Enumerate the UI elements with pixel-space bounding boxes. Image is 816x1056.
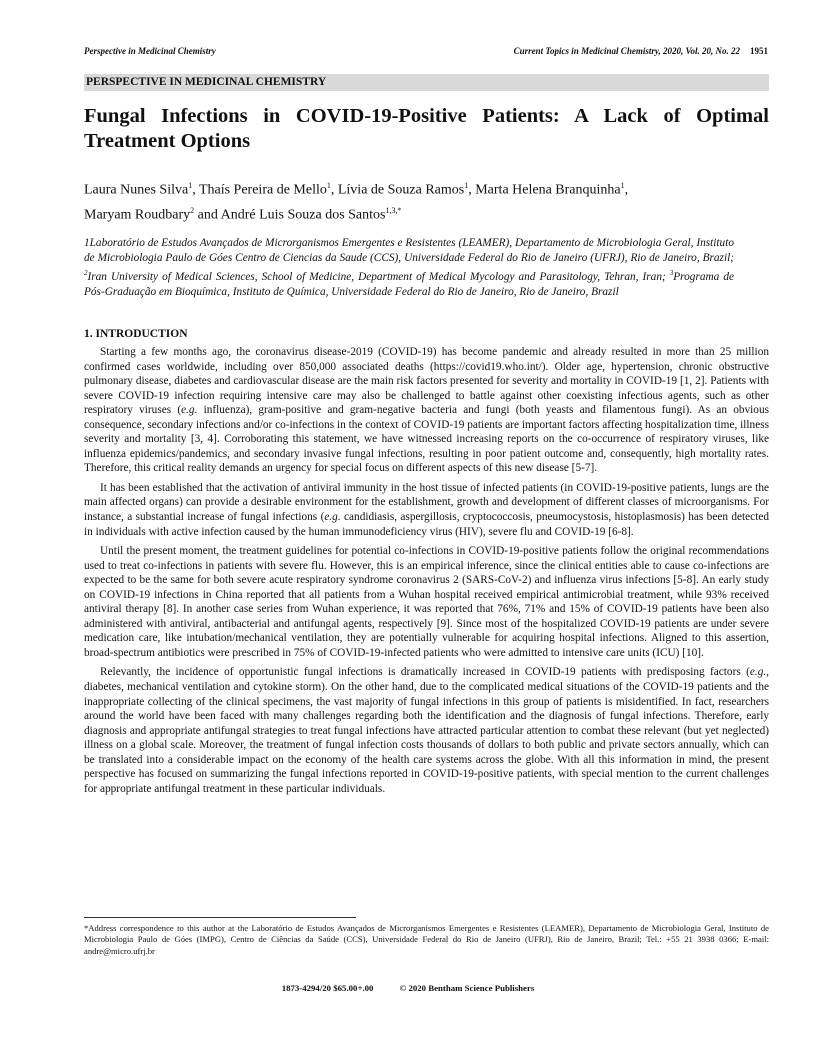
- author: Laura Nunes Silva: [84, 182, 189, 198]
- affiliation-2: Iran University of Medical Sciences, School of Medicine, Department of Medical Mycology and Parasitology, Tehran, Iran;: [87, 271, 670, 284]
- author-list: [84, 176, 769, 225]
- paragraph: [84, 665, 769, 796]
- italic-text: e.g.,: [749, 666, 769, 679]
- italic-text: e.g.: [324, 511, 341, 524]
- affiliation-1: 1Laboratório de Estudos Avançados de Microrganismos Emergentes e Resistentes (LEAMER), Departamento de Microbiologia Geral, Instituto de Microbiologia Paulo de Góes Centro de Ciencias da Saude (CCS), Universidade Federal do Rio de Janeiro (UFRJ), Rio de Janeiro, Brazil;: [84, 237, 734, 265]
- author-sep: and: [194, 207, 221, 223]
- author-sup: 1,3,*: [385, 205, 402, 215]
- text: diabetes, mechanical ventilation and cytokine storm). On the other hand, due to the complicated medical situations of the COVID-19 patients and the inappropriate collecting of the clinical specimens, the vast majority of fungal infections in this group of patients is misidentified. In fact, researchers around the world have been faced with many challenges regarding both the identification and the diagnosis of fungal infections. Therefore, early diagnosis and appropriate antifungal strategies to treat fungal infections have attracted particular attention to combat these relevant (but yet neglected) illness on a global scale. Moreover, the treatment of fungal infection costs thousands of dollars to both public and private sectors annually, which can be translated into a considerable impact on the economy of the health care systems across the globe. With all this information in mind, the present perspective has focused on summarizing the fungal infections reported in COVID-19-positive patients, with special mention to the current challenges for appropriate antifungal treatment in these particular individuals.: [84, 681, 769, 795]
- correspondence-footnote: *Address correspondence to this author at the Laboratório de Estudos Avançados de Microrganismos Emergentes e Resistentes (LEAMER), Departamento de Microbiologia Geral, Instituto de Microbiologia Paulo de Góes (IMPG), Centro de Ciências da Saúde (CCS), Universidade Federal do Rio de Janeiro (UFRJ), Rio de Janeiro, Brazil; Tel.: +55 21 3938 0366; E-mail: andre@micro.ufrj.br: [84, 923, 769, 956]
- affiliation-sup: 3: [669, 269, 674, 278]
- paragraph: Until the present moment, the treatment guidelines for potential co-infections in COVID-19-positive patients follow the original recommendations used to treat co-infections in patients with severe flu. However, this is an empirical inference, since the clinical entities able to cause co-infections are expected to be the same for both severe acute respiratory syndrome coronavirus 2 (SARS-CoV-2) and influenza virus infections [5-8]. An early study on COVID-19 infections in China reported that all patients from a Wuhan hospital received empirical antimicrobial treatment, while 93% received antiviral therapy [8]. In another case series from Wuhan experience, it was reported that 76%, 71% and 15% of COVID-19 patients have been also administered with antiviral, antibacterial and antifungal agents, respectively [9]. Since most of the hospitalized COVID-19 patients are under severe medication care, like intubation/mechanical ventilation, they are potentially vulnerable for acquiring hospital infections. Aligned to this assertion, broad-spectrum antibiotics were prescribed in 75% of COVID-19-infected patients who were admitted to intensive care units (ICU) [10].: [84, 545, 769, 659]
- header-left: Perspective in Medicinal Chemistry: [84, 46, 216, 56]
- journal-citation: Current Topics in Medicinal Chemistry, 2020, Vol. 20, No. 22: [513, 46, 740, 56]
- text: candidiasis, aspergillosis, cryptococcosis, pneumocystosis, histoplasmosis) has been detected in individuals with active infection caused by the human immunodeficiency virus (HIV), severe flu and COVID-19 [6-8].: [84, 511, 769, 538]
- italic-text: e.g.: [181, 404, 198, 417]
- affiliation-sup: 2: [84, 269, 88, 278]
- text: It has been established that the activation of antiviral immunity in the host tissue of infected patients (in COVID-19-positive patients, lungs are the main affected organs) can provide a desirable environment for the establishment, growth and development of different classes of microorganisms. For instance, a substantial increase of fungal infections (: [84, 481, 769, 524]
- introduction-section: [84, 328, 769, 801]
- page-number: 1951: [750, 46, 768, 56]
- author: Thaís Pereira de Mello: [198, 182, 327, 198]
- section-bar: PERSPECTIVE IN MEDICINAL CHEMISTRY: [84, 74, 769, 91]
- article-title: Fungal Infections in COVID-19-Positive Patients: A Lack of Optimal Treatment Options: [84, 105, 769, 152]
- author: Maryam Roudbary: [84, 207, 191, 223]
- author-sup: 1: [620, 181, 625, 190]
- author-sup: 1: [188, 181, 193, 190]
- text: influenza), gram-positive and gram-negative bacteria and fungi (both yeasts and filamentous fungi). As an obvious consequence, secondary infections and/or co-infections in the context of COVID-19 patients are important factors affecting hospitalization time, illness severity and mortality [3, 4]. Corroborating this statement, we have witnessed increasing reports on the co-occurrence of respiratory viruses, like influenza epidemics/pandemics, and secondary invasive fungal infections, resulting in poor patient outcome and, consequently, high mortality rates. Therefore, this critical reality demands an urgency for special focus on different aspects of this new disease [5-7].: [84, 404, 769, 475]
- paragraph: [84, 481, 769, 539]
- issn: 1873-4294/20 $65.00+.00: [281, 983, 374, 993]
- text: Relevantly, the incidence of opportunistic fungal infections is dramatically increased in COVID-19 patients with predisposing factors (: [100, 666, 750, 679]
- paragraph: [84, 345, 769, 476]
- text: Starting a few months ago, the coronavirus disease-2019 (COVID-19) has become pandemic and already resulted in more than 25 million confirmed cases worldwide, including over 850,000 associated deaths (https://covid19.who.int/). Older age, hypertension, chronic obstructive pulmonary disease, diabetes and cardiovascular disease are the main risk factors presented for severity and mortality in COVID-19 [1, 2]. Patients with severe COVID-19 infection requiring intensive care may also be challenged to battle against other coexisting infectious agents, such as other respiratory viruses (: [84, 346, 769, 417]
- author: André Luis Souza dos Santos: [220, 207, 386, 223]
- author-sep: ,: [192, 182, 199, 198]
- running-header: [84, 46, 768, 56]
- author-sup: 2: [190, 205, 195, 215]
- page-footer: [0, 983, 816, 993]
- author-sep: ,: [468, 182, 476, 198]
- section-heading: 1. INTRODUCTION: [84, 328, 188, 340]
- author: Marta Helena Branquinha: [475, 182, 621, 198]
- author-sup: 1: [464, 181, 469, 190]
- affiliations: [84, 236, 734, 301]
- author-sep: ,: [330, 182, 338, 198]
- author: Lívia de Souza Ramos: [337, 182, 465, 198]
- author-sup: 1: [326, 181, 331, 190]
- copyright: © 2020 Bentham Science Publishers: [399, 983, 535, 993]
- footnote-divider: [84, 917, 356, 918]
- author-sep: ,: [624, 182, 629, 198]
- header-right: [514, 46, 768, 56]
- affiliation-3: Programa de Pós-Graduação em Bioquímica, Instituto de Química, Universidade Federal do Rio de Janeiro, Rio de Janeiro, Brazil: [84, 271, 734, 299]
